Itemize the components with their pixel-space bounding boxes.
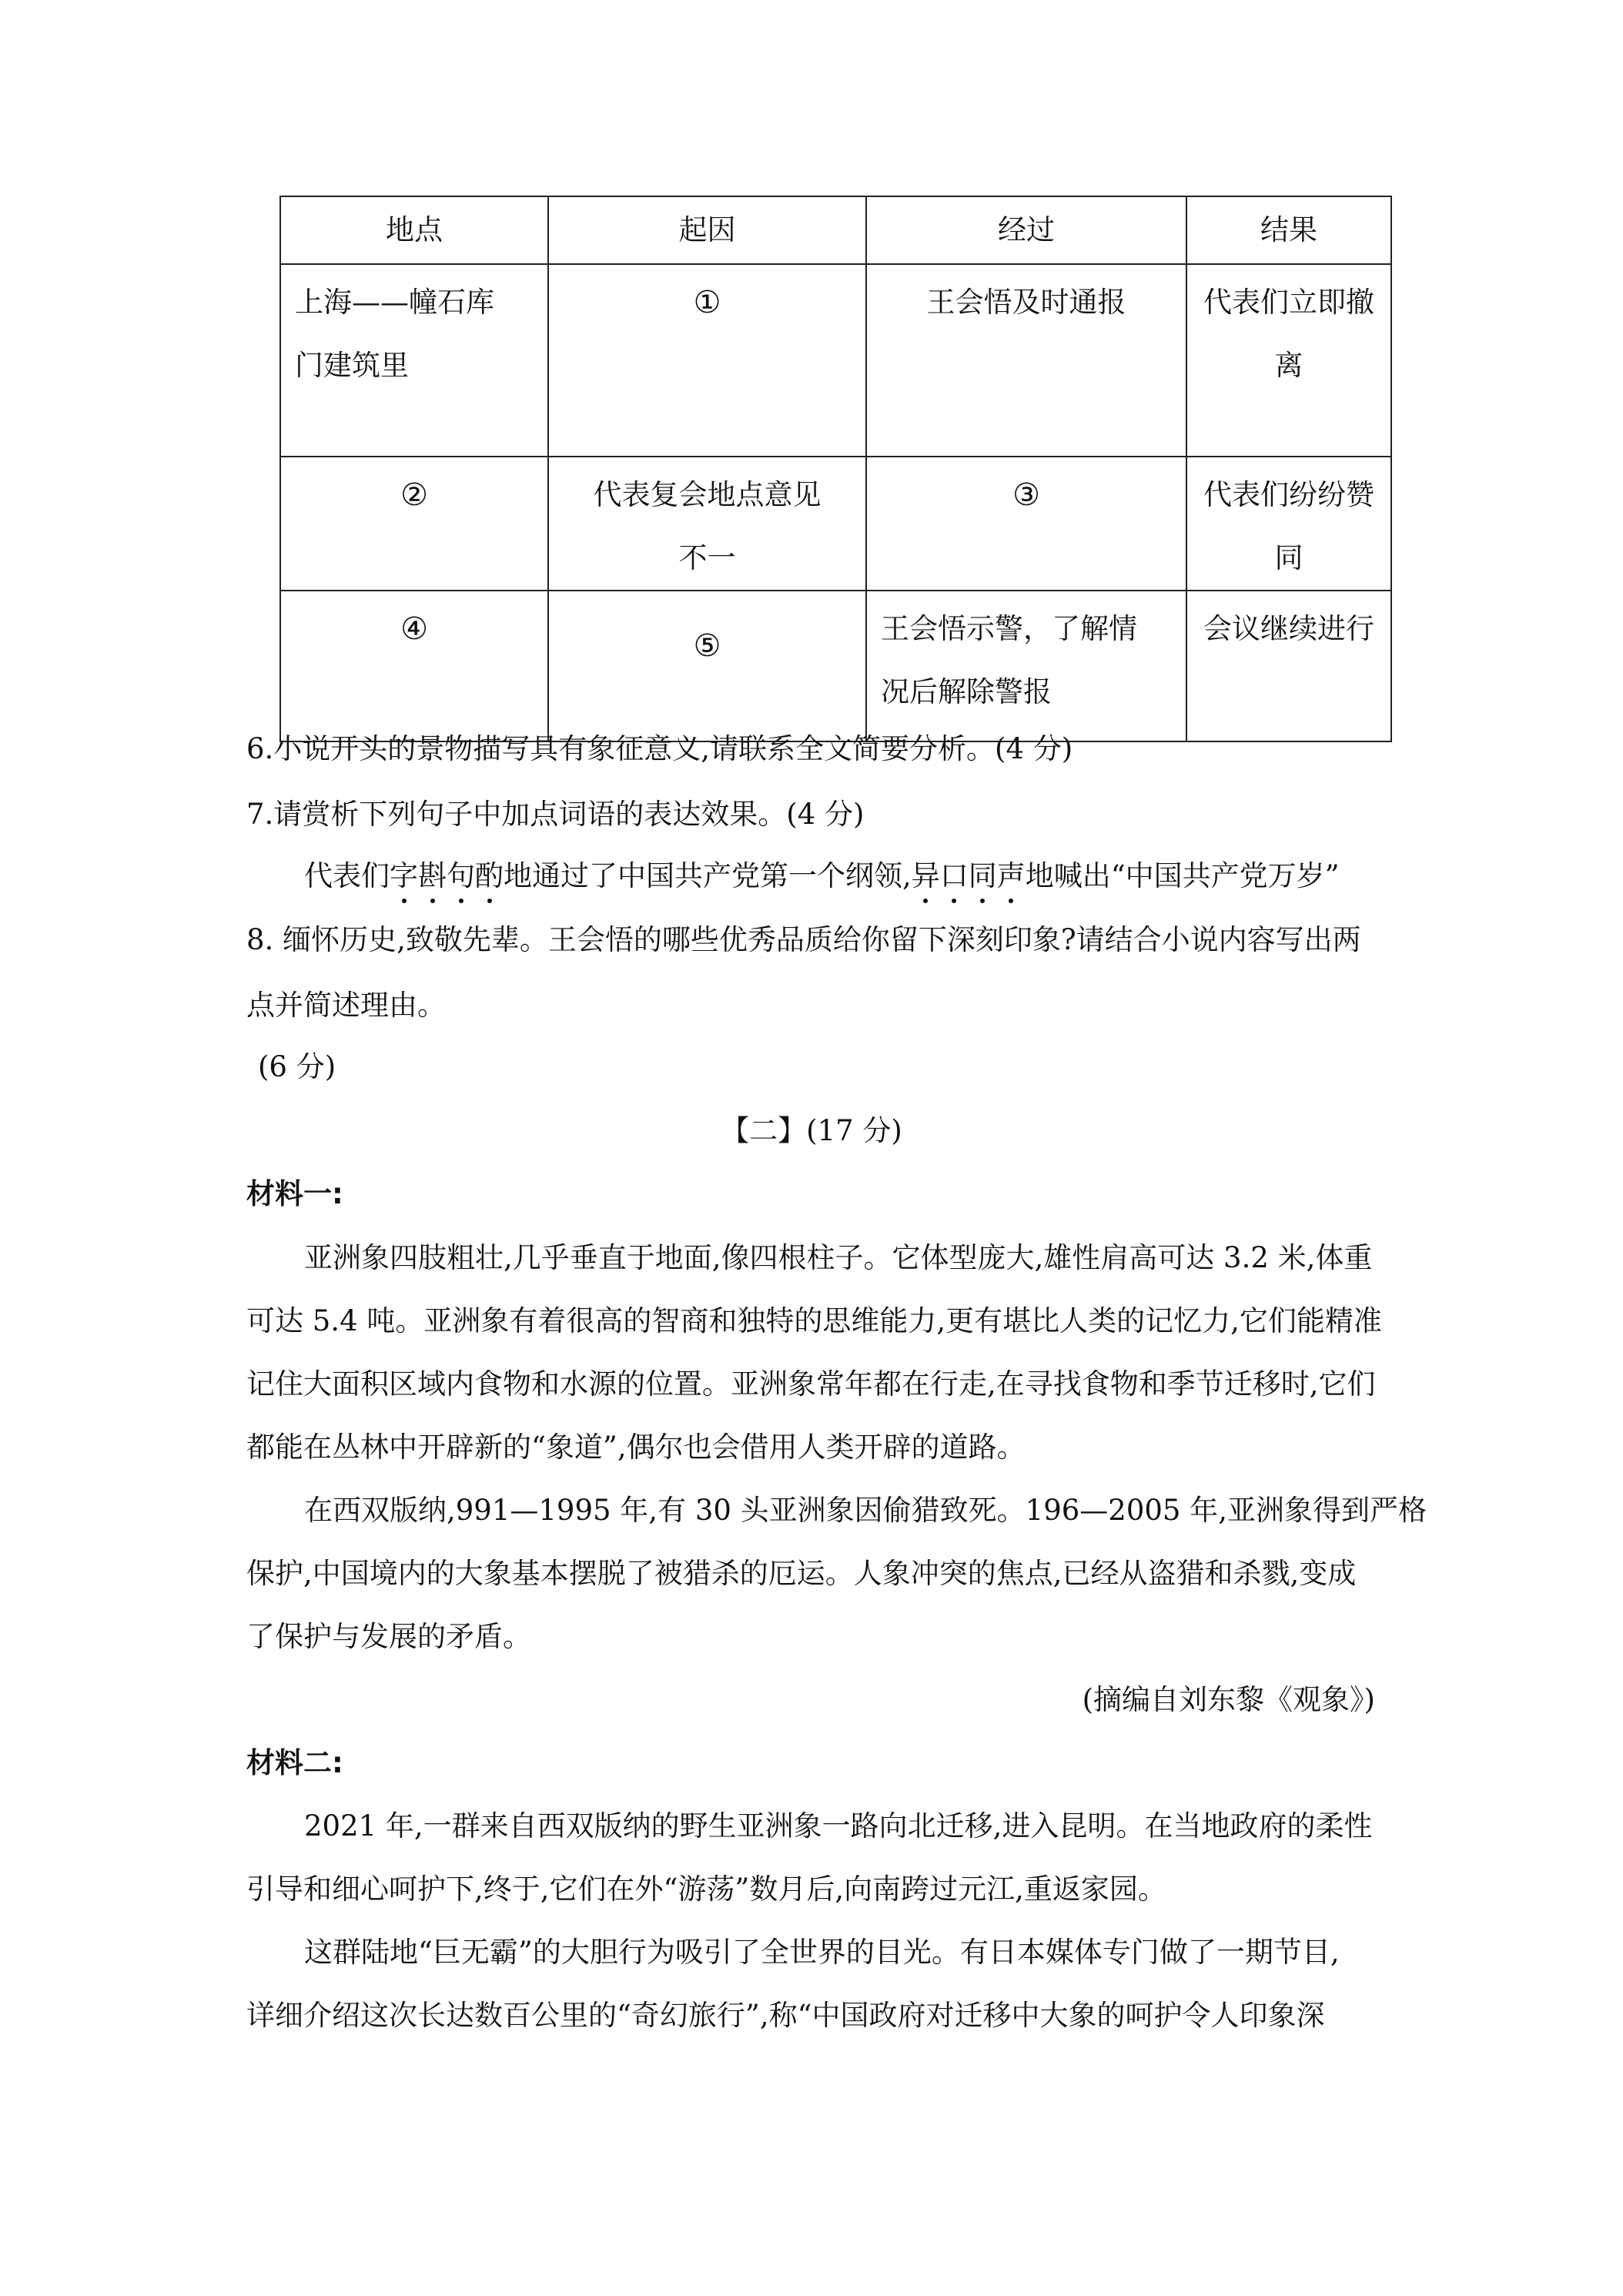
material-1-line: 了保护与发展的矛盾。 <box>246 1620 531 1653</box>
material-1-line: 在西双版纳,991—1995 年,有 30 头亚洲象因偷猎致死。196—2005 年,亚洲象得到严格 <box>304 1494 1427 1527</box>
cell-text: 门建筑里 <box>295 349 409 382</box>
table-cell-cause <box>548 591 866 741</box>
table-cell-result: 代表们纷纷赞同 <box>1186 457 1391 591</box>
emphasis-char: 句 <box>447 859 475 892</box>
emphasis-char: 声 <box>996 859 1026 892</box>
table-row <box>280 591 1391 741</box>
question-8-score: (6 分) <box>258 1050 336 1083</box>
material-2-line: 详细介绍这次长达数百公里的“奇幻旅行”,称“中国政府对迁移中大象的呵护令人印象深 <box>246 1999 1325 2032</box>
quote-text: 地喊出“中国共产党万岁” <box>1025 859 1340 892</box>
table-row <box>280 457 1391 591</box>
cell-text: 上海——幢石库 <box>295 286 494 319</box>
question-7-quote <box>304 852 1340 894</box>
cell-text: 代表复会地点意见 <box>593 478 822 511</box>
table-cell-place <box>280 264 548 457</box>
material-1-line: 亚洲象四肢粗壮,几乎垂直于地面,像四根柱子。它体型庞大,雄性肩高可达 3.2 米,体重 <box>304 1241 1373 1274</box>
table-cell-result: 会议继续进行 <box>1186 591 1391 741</box>
table-cell-process: 王会悟及时通报 <box>866 264 1186 457</box>
table-row <box>280 264 1391 457</box>
material-1-label: 材料一: <box>246 1177 343 1210</box>
table-cell-process <box>866 591 1186 741</box>
cell-text: 王会悟示警，了解情 <box>881 612 1137 645</box>
material-1-line: 保护,中国境内的大象基本摆脱了被猎杀的厄运。人象冲突的焦点,已经从盗猎和杀戮,变成 <box>246 1557 1357 1590</box>
blank-marker: ① <box>693 285 721 320</box>
material-2-line: 这群陆地“巨无霸”的大胆行为吸引了全世界的目光。有日本媒体专门做了一期节目, <box>304 1936 1340 1969</box>
blank-marker: ③ <box>1012 477 1040 513</box>
emphasis-char: 同 <box>968 859 997 892</box>
material-2-line: 2021 年,一群来自西双版纳的野生亚洲象一路向北迁移,进入昆明。在当地政府的柔性 <box>304 1809 1373 1842</box>
emphasis-char: 字 <box>390 859 418 892</box>
table-cell-place <box>280 457 548 591</box>
question-6: 6.小说开头的景物描写具有象征意义,请联系全文简要分析。(4 分) <box>246 732 1073 765</box>
material-1-source: (摘编自刘东黎《观象》) <box>1082 1683 1375 1716</box>
table-cell-place <box>280 591 548 741</box>
header-cell-process: 经过 <box>866 196 1186 264</box>
table-header-row <box>280 196 1391 264</box>
question-8-line-1: 8. 缅怀历史,致敬先辈。王会悟的哪些优秀品质给你留下深刻印象?请结合小说内容写出两 <box>246 923 1361 956</box>
question-8-line-2: 点并简述理由。 <box>246 989 446 1022</box>
blank-marker: ⑤ <box>693 628 721 664</box>
blank-marker: ② <box>400 477 428 513</box>
question-7: 7.请赏析下列句子中加点词语的表达效果。(4 分) <box>246 798 865 831</box>
table-cell-cause <box>548 457 866 591</box>
material-1-line: 都能在丛林中开辟新的“象道”,偶尔也会借用人类开辟的道路。 <box>246 1431 1026 1464</box>
material-2-line: 引导和细心呵护下,终于,它们在外“游荡”数月后,向南跨过元江,重返家园。 <box>246 1873 1166 1906</box>
blank-marker: ④ <box>400 611 428 647</box>
material-1-line: 记住大面积区域内食物和水源的位置。亚洲象常年都在行走,在寻找食物和季节迁移时,它们 <box>246 1367 1376 1401</box>
emphasis-char: 口 <box>939 859 969 892</box>
material-2-label: 材料二: <box>246 1746 343 1779</box>
table-cell-process <box>866 457 1186 591</box>
events-table <box>279 196 1392 742</box>
header-cell-result: 结果 <box>1186 196 1391 264</box>
section-title: 【二】(17 分) <box>721 1114 902 1147</box>
dotted-word-2 <box>912 859 1026 892</box>
cell-text: 不一 <box>678 541 736 574</box>
table-cell-cause <box>548 264 866 457</box>
emphasis-char: 酌 <box>475 859 504 892</box>
quote-text: 代表们 <box>304 859 390 892</box>
header-cell-place: 地点 <box>280 196 548 264</box>
dotted-word-1 <box>390 859 504 892</box>
emphasis-char: 异 <box>911 859 940 892</box>
cell-text: 况后解除警报 <box>881 675 1052 708</box>
table-cell-result: 代表们立即撤离 <box>1186 264 1391 457</box>
material-1-line: 可达 5.4 吨。亚洲象有着很高的智商和独特的思维能力,更有堪比人类的记忆力,它们能精准 <box>246 1304 1382 1337</box>
header-cell-cause: 起因 <box>548 196 866 264</box>
quote-text: 地通过了中国共产党第一个纲领, <box>504 859 912 892</box>
emphasis-char: 斟 <box>418 859 447 892</box>
